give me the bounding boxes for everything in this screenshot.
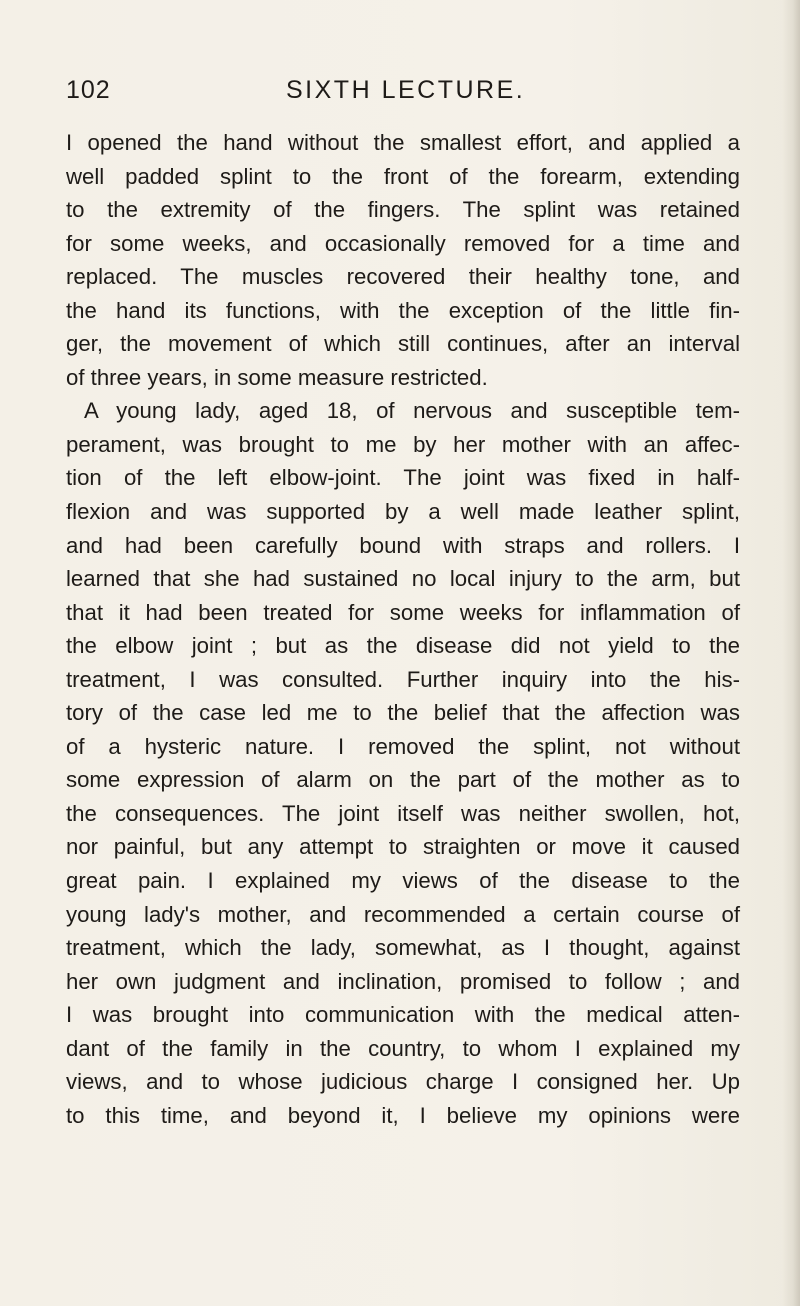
text-line: views, and to whose judicious charge I consigned her. Up — [66, 1069, 740, 1095]
text-line: ger, the movement of which still continues, after an interval — [66, 331, 740, 357]
text-line: well padded splint to the front of the forearm, extending — [66, 163, 740, 189]
text-line: treatment, I was consulted. Further inquiry into the his- — [66, 666, 740, 692]
text-line: dant of the family in the country, to whom I explained my — [66, 1035, 740, 1061]
text-line: to this time, and beyond it, I believe my opinions were — [66, 1102, 740, 1128]
text-line: replaced. The muscles recovered their healthy tone, and — [66, 264, 740, 290]
text-line: tion of the left elbow-joint. The joint was fixed in half- — [66, 465, 740, 491]
text-line: that it had been treated for some weeks for inflammation of — [66, 599, 740, 625]
text-line: for some weeks, and occasionally removed for a time and — [66, 230, 740, 256]
body-text — [66, 126, 740, 1132]
text-line: great pain. I explained my views of the disease to the — [66, 868, 740, 894]
page-edge-shadow — [782, 0, 800, 1306]
text-line: the hand its functions, with the exception of the little fin- — [66, 297, 740, 323]
page-header — [66, 76, 736, 110]
text-line: I opened the hand without the smallest effort, and applied a — [66, 130, 740, 155]
running-title: SIXTH LECTURE. — [286, 76, 526, 104]
text-line: of a hysteric nature. I removed the splint, not without — [66, 733, 740, 759]
text-line: A young lady, aged 18, of nervous and susceptible tem- — [84, 398, 740, 424]
text-line: learned that she had sustained no local injury to the arm, but — [66, 566, 740, 592]
text-line: to the extremity of the fingers. The splint was retained — [66, 197, 740, 223]
text-line: I was brought into communication with the medical atten- — [66, 1002, 740, 1028]
text-line: treatment, which the lady, somewhat, as I thought, against — [66, 935, 740, 961]
page-number: 102 — [66, 76, 111, 104]
text-line: young lady's mother, and recommended a certain course of — [66, 901, 740, 927]
text-line: tory of the case led me to the belief that the affection was — [66, 700, 740, 726]
text-line: some expression of alarm on the part of the mother as to — [66, 767, 740, 793]
text-line: flexion and was supported by a well made leather splint, — [66, 499, 740, 525]
text-line: the elbow joint ; but as the disease did not yield to the — [66, 633, 740, 659]
text-line: her own judgment and inclination, promised to follow ; and — [66, 968, 740, 994]
text-line: the consequences. The joint itself was neither swollen, hot, — [66, 800, 740, 826]
text-line: of three years, in some measure restricted. — [66, 364, 488, 390]
text-line: nor painful, but any attempt to straighten or move it caused — [66, 834, 740, 860]
text-line: perament, was brought to me by her mother with an affec- — [66, 431, 740, 457]
text-line: and had been carefully bound with straps and rollers. I — [66, 532, 740, 558]
